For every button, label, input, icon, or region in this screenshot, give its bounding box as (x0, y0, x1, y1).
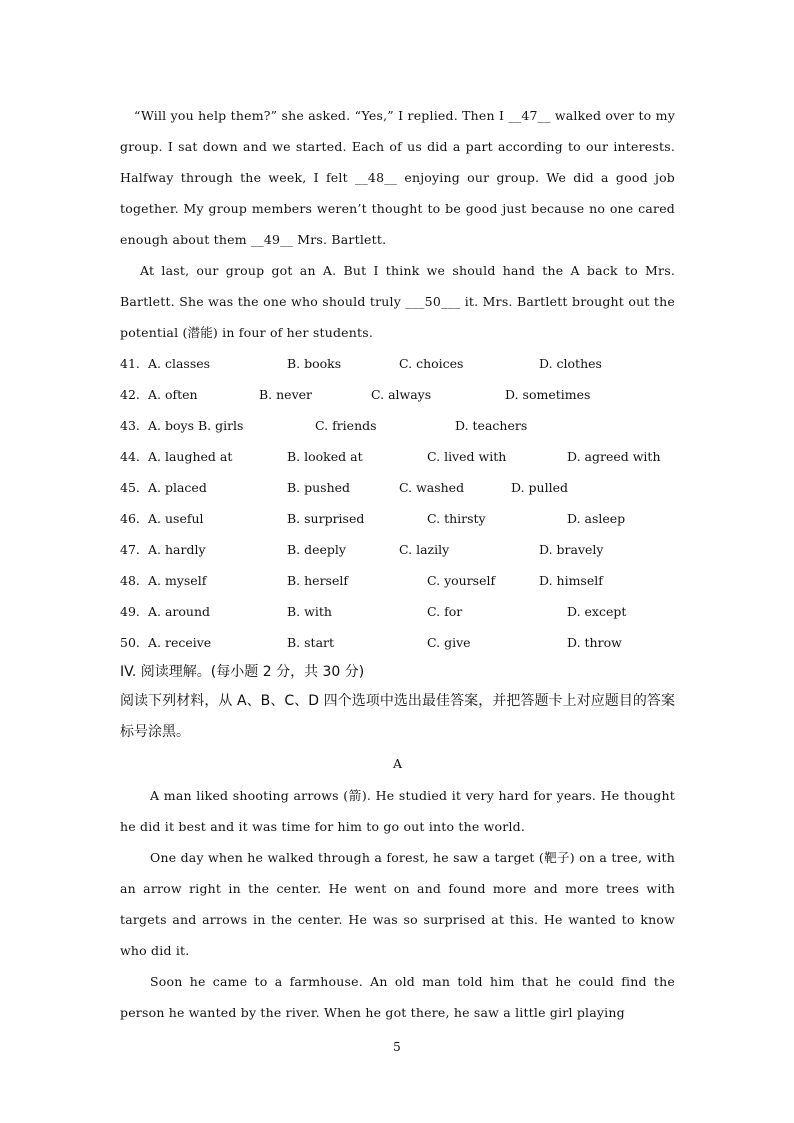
option-c: C. give (427, 635, 471, 650)
passage-paragraph-2: One day when he walked through a forest, he saw a target (靶子) on a tree, with an arrow right in the center. He went on and found more and more trees with targets and arrows in the center. He was so surprised at this. He wanted to know who did it. (120, 850, 675, 958)
question-number: 45. (120, 480, 140, 495)
option-c: C. washed (399, 480, 465, 495)
option-c: C. always (371, 387, 432, 402)
option-c: C. for (427, 604, 463, 619)
passage-paragraph-3: Soon he came to a farmhouse. An old man told him that he could find the person he wanted by the river. When he got there, he saw a little girl playing (120, 974, 675, 1020)
question-number: 41. (120, 356, 140, 371)
story-paragraph-2: At last, our group got an A. But I think we should hand the A back to Mrs. Bartlett. She was the one who should truly ___50___ it. Mrs. Bartlett brought out the potential (潜能) in four of her students. (120, 263, 675, 340)
option-c: C. thirsty (427, 511, 486, 526)
question-number: 50. (120, 635, 140, 650)
option-d: D. asleep (567, 511, 626, 526)
option-a: A. placed (148, 480, 207, 495)
question-number: 47. (120, 542, 140, 557)
option-row-44 (120, 441, 675, 472)
option-d: D. bravely (539, 542, 604, 557)
option-row-48 (120, 565, 675, 596)
question-number: 48. (120, 573, 140, 588)
option-row-49 (120, 596, 675, 627)
story-paragraph-1: “Will you help them?” she asked. “Yes,” I replied. Then I __47__ walked over to my group. I sat down and we started. Each of us did a part according to our interests. Halfway through the week, I felt __48__ enjoying our group. We did a good job together. My group members weren’t thought to be good just because no one cared enough about them __49__ Mrs. Bartlett. (120, 108, 675, 247)
option-d: D. pulled (511, 480, 568, 495)
option-b: B. books (287, 356, 342, 371)
option-d: D. clothes (539, 356, 602, 371)
option-row-43 (120, 410, 675, 441)
option-a: A. classes (148, 356, 211, 371)
option-d: D. agreed with (567, 449, 661, 464)
option-d: D. sometimes (505, 387, 591, 402)
option-row-47 (120, 534, 675, 565)
option-a: A. often (148, 387, 198, 402)
reading-instruction: 阅读下列材料，从 A、B、C、D 四个选项中选出最佳答案，并把答题卡上对应题目的答案标号涂黑。 (120, 693, 675, 740)
option-b: B. herself (287, 573, 348, 588)
option-b: B. start (287, 635, 335, 650)
passage-title: A (392, 756, 403, 771)
question-number: 43. (120, 418, 140, 433)
question-number: 44. (120, 449, 140, 464)
option-d: D. throw (567, 635, 622, 650)
question-number: 42. (120, 387, 140, 402)
option-row-45 (120, 472, 675, 503)
option-b: B. surprised (287, 511, 365, 526)
option-a-b: A. boys B. girls (148, 418, 244, 433)
question-number: 49. (120, 604, 140, 619)
option-d: D. himself (539, 573, 603, 588)
option-a: A. receive (148, 635, 212, 650)
option-row-50 (120, 627, 675, 658)
option-row-46 (120, 503, 675, 534)
option-c: C. lazily (399, 542, 450, 557)
option-c: C. choices (399, 356, 464, 371)
option-row-42 (120, 379, 675, 410)
option-a: A. laughed at (148, 449, 233, 464)
option-row-41 (120, 348, 675, 379)
question-number: 46. (120, 511, 140, 526)
section-heading: IV. 阅读理解。(每小题 2 分，共 30 分) (120, 664, 365, 680)
option-d: D. teachers (455, 418, 528, 433)
option-c: C. yourself (427, 573, 496, 588)
option-b: B. with (287, 604, 332, 619)
option-a: A. useful (148, 511, 204, 526)
option-b: B. pushed (287, 480, 351, 495)
page-number: 5 (393, 1040, 401, 1054)
option-c: C. friends (315, 418, 377, 433)
option-c: C. lived with (427, 449, 507, 464)
option-a: A. hardly (148, 542, 206, 557)
option-b: B. deeply (287, 542, 346, 557)
page-content (120, 100, 675, 1028)
option-a: A. around (148, 604, 211, 619)
option-b: B. looked at (287, 449, 363, 464)
option-a: A. myself (148, 573, 207, 588)
option-d: D. except (567, 604, 627, 619)
option-b: B. never (259, 387, 313, 402)
passage-paragraph-1: A man liked shooting arrows (箭). He studied it very hard for years. He thought he did it best and it was time for him to go out into the world. (120, 788, 675, 834)
cloze-options (120, 348, 675, 658)
